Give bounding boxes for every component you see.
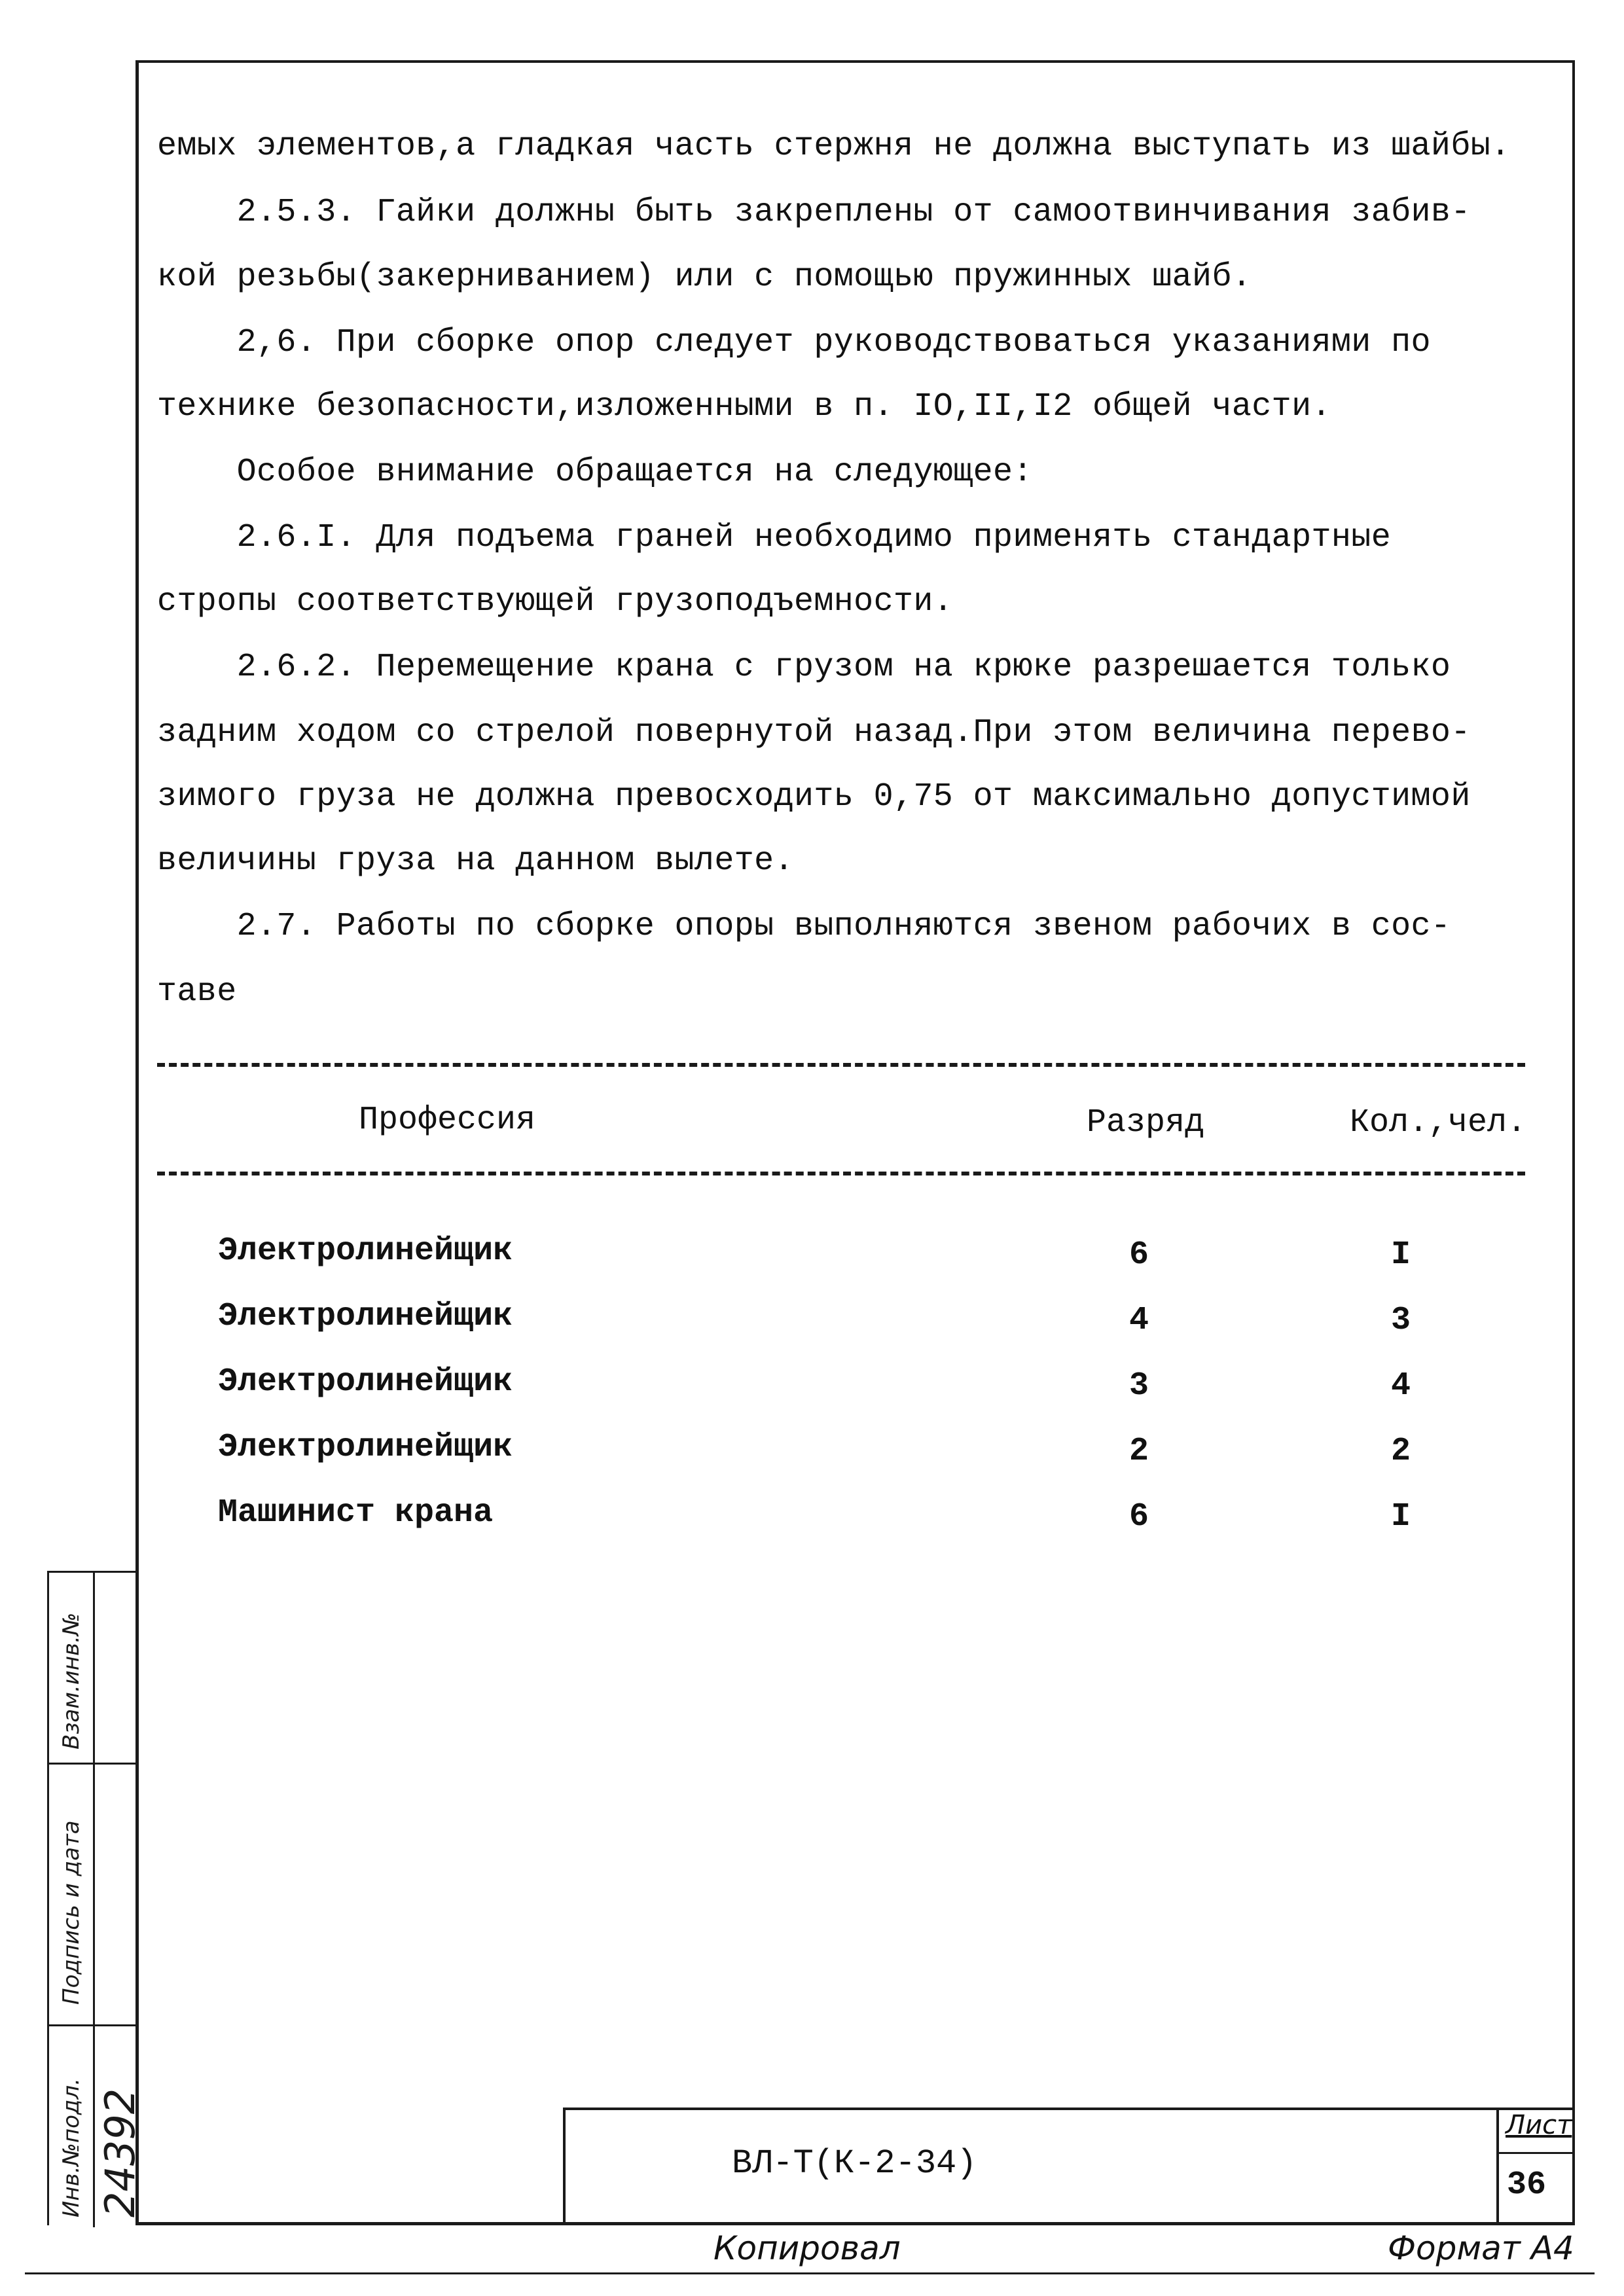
table-cell-count: 4 xyxy=(1390,1367,1411,1405)
table-cell-count: 2 xyxy=(1390,1433,1411,1470)
table-cell-count: I xyxy=(1390,1236,1411,1274)
table-cell-grade: 6 xyxy=(1128,1498,1149,1535)
body-line: 2,6. При сборке опор следует руководствоваться указаниями по xyxy=(157,324,1431,361)
table-cell-grade: 4 xyxy=(1128,1302,1149,1339)
table-header-count: Кол.,чел. xyxy=(1350,1104,1527,1141)
title-block xyxy=(563,2108,1575,2225)
sheet-label: Лист xyxy=(1506,2110,1572,2140)
sheet-number: 36 xyxy=(1507,2166,1547,2204)
body-line: зимого груза не должна превосходить 0,75 от максимально допустимой xyxy=(157,778,1471,816)
table-cell-profession: Электролинейщик xyxy=(218,1232,513,1270)
table-cell-grade: 3 xyxy=(1128,1367,1149,1405)
body-line: задним ходом со стрелой повернутой назад.При этом величина перево- xyxy=(157,714,1471,751)
side-stamp-original-inv: Инв.№подл. xyxy=(58,2078,84,2217)
document-code: ВЛ-Т(К-2-34) xyxy=(732,2144,977,2183)
body-line: Особое внимание обращается на следующее: xyxy=(157,454,1033,491)
table-cell-count: I xyxy=(1390,1498,1411,1535)
footer-format: Формат А4 xyxy=(1388,2229,1574,2267)
table-cell-profession: Электролинейщик xyxy=(218,1363,513,1401)
side-stamp-divider xyxy=(93,1573,95,2227)
table-cell-grade: 6 xyxy=(1128,1236,1149,1274)
body-line: стропы соответствующей грузоподъемности. xyxy=(157,583,954,620)
table-header-profession: Профессия xyxy=(359,1102,536,1139)
side-stamp-replace-inv: Взам.инв.№ xyxy=(58,1612,84,1749)
side-stamp xyxy=(47,1571,144,2225)
side-stamp-divider xyxy=(49,2024,137,2026)
table-header-grade: Разряд xyxy=(1087,1104,1205,1141)
table-cell-profession: Электролинейщик xyxy=(218,1429,513,1466)
footer-rule xyxy=(25,2272,1595,2274)
body-line: емых элементов,а гладкая часть стержня не должна выступать из шайбы. xyxy=(157,128,1511,165)
table-cell-profession: Электролинейщик xyxy=(218,1298,513,1335)
side-stamp-signature-date: Подпись и дата xyxy=(58,1820,84,2005)
body-line: таве xyxy=(157,973,237,1011)
body-line: 2.5.3. Гайки должны быть закреплены от самоотвинчивания забив- xyxy=(157,194,1471,231)
table-cell-count: 3 xyxy=(1390,1302,1411,1339)
table-cell-grade: 2 xyxy=(1128,1433,1149,1470)
body-line: величины груза на данном вылете. xyxy=(157,842,794,880)
table-header-rule xyxy=(157,1172,1525,1175)
footer-copied: Копировал xyxy=(713,2229,901,2267)
table-cell-profession: Машинист крана xyxy=(218,1494,494,1532)
body-line: технике безопасности,изложенными в п. IO,II,I2 общей части. xyxy=(157,388,1331,425)
body-line: 2.6.I. Для подъема граней необходимо применять стандартные xyxy=(157,519,1392,556)
sheet-divider xyxy=(1496,2152,1575,2154)
table-top-rule xyxy=(157,1063,1525,1067)
side-stamp-divider xyxy=(49,1763,137,1765)
body-line: 2.7. Работы по сборке опоры выполняются звеном рабочих в сос- xyxy=(157,908,1451,945)
body-line: 2.6.2. Перемещение крана с грузом на крюке разрешается только xyxy=(157,649,1451,686)
body-line: кой резьбы(закерниванием) или с помощью пружинных шайб. xyxy=(157,259,1252,296)
side-stamp-inventory-number: 24392 xyxy=(96,2088,144,2217)
